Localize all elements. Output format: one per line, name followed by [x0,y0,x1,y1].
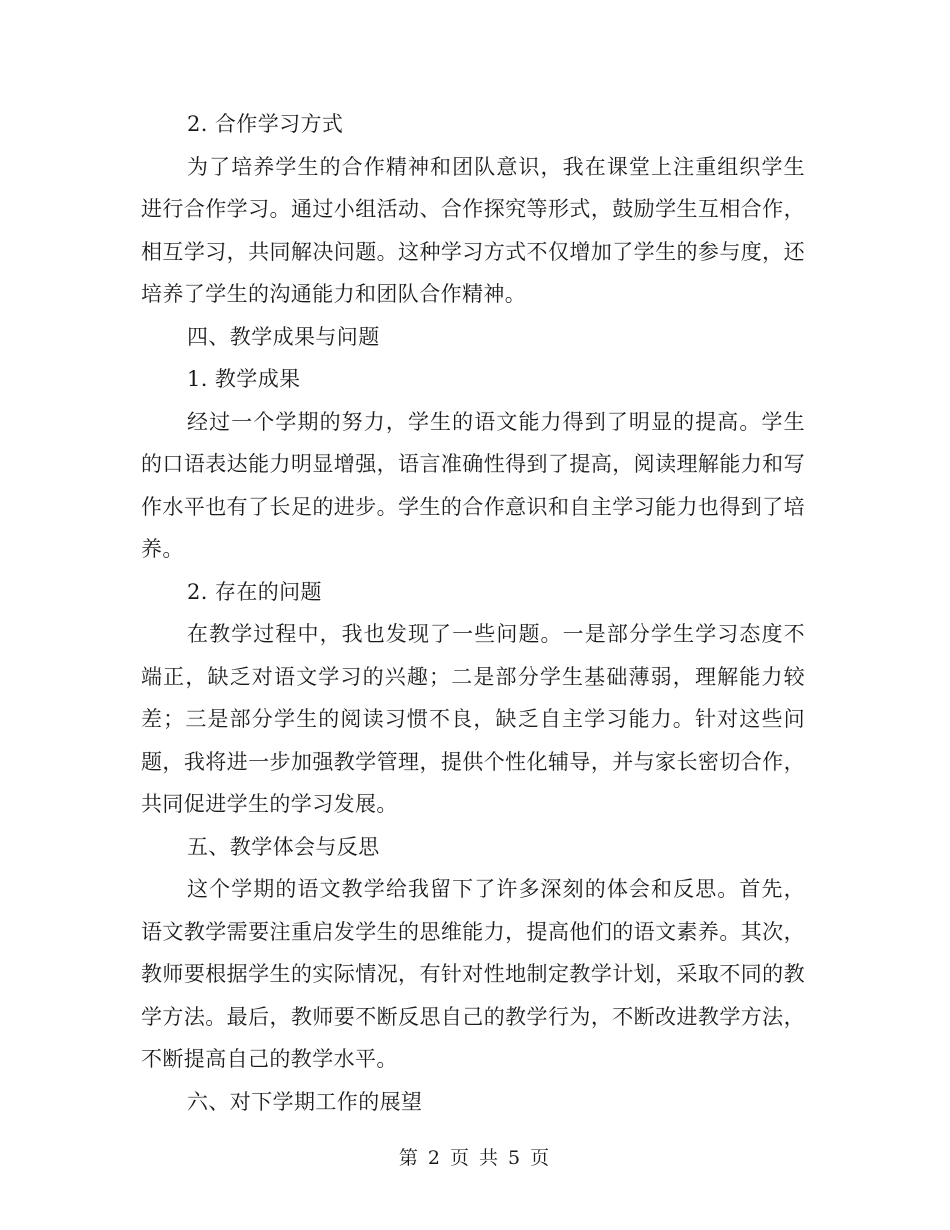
body-paragraph: 经过一个学期的努力，学生的语文能力得到了明显的提高。学生的口语表达能力明显增强，语言准确性得到了提高，阅读理解能力和写作水平也有了长足的进步。学生的合作意识和自主学习能力也得到了培养。 [141,409,805,561]
section-heading: 六、对下学期工作的展望 [187,1089,423,1114]
section-heading: 五、教学体会与反思 [187,834,380,859]
section-heading: 2. 合作学习方式 [187,112,344,136]
body-paragraph: 这个学期的语文教学给我留下了许多深刻的体会和反思。首先，语文教学需要注重启发学生的思维能力，提高他们的语文素养。其次，教师要根据学生的实际情况，有针对性地制定教学计划，采取不同的教学方法。最后，教师要不断反思自己的教学行为，不断改进教学方法，不断提高自己的教学水平。 [141,877,805,1071]
document-body [141,103,805,1123]
page-footer: 第 2 页 共 5 页 [398,1147,552,1169]
section-heading: 1. 教学成果 [187,367,301,391]
body-paragraph: 为了培养学生的合作精神和团队意识，我在课堂上注重组织学生进行合作学习。通过小组活动、合作探究等形式，鼓励学生互相合作，相互学习，共同解决问题。这种学习方式不仅增加了学生的参与度，还培养了学生的沟通能力和团队合作精神。 [141,154,805,306]
section-heading: 2. 存在的问题 [187,579,322,604]
body-paragraph: 在教学过程中，我也发现了一些问题。一是部分学生学习态度不端正，缺乏对语文学习的兴趣；二是部分学生基础薄弱，理解能力较差；三是部分学生的阅读习惯不良，缺乏自主学习能力。针对这些问题，我将进一步加强教学管理，提供个性化辅导，并与家长密切合作，共同促进学生的学习发展。 [141,622,805,816]
section-heading: 四、教学成果与问题 [187,324,380,349]
